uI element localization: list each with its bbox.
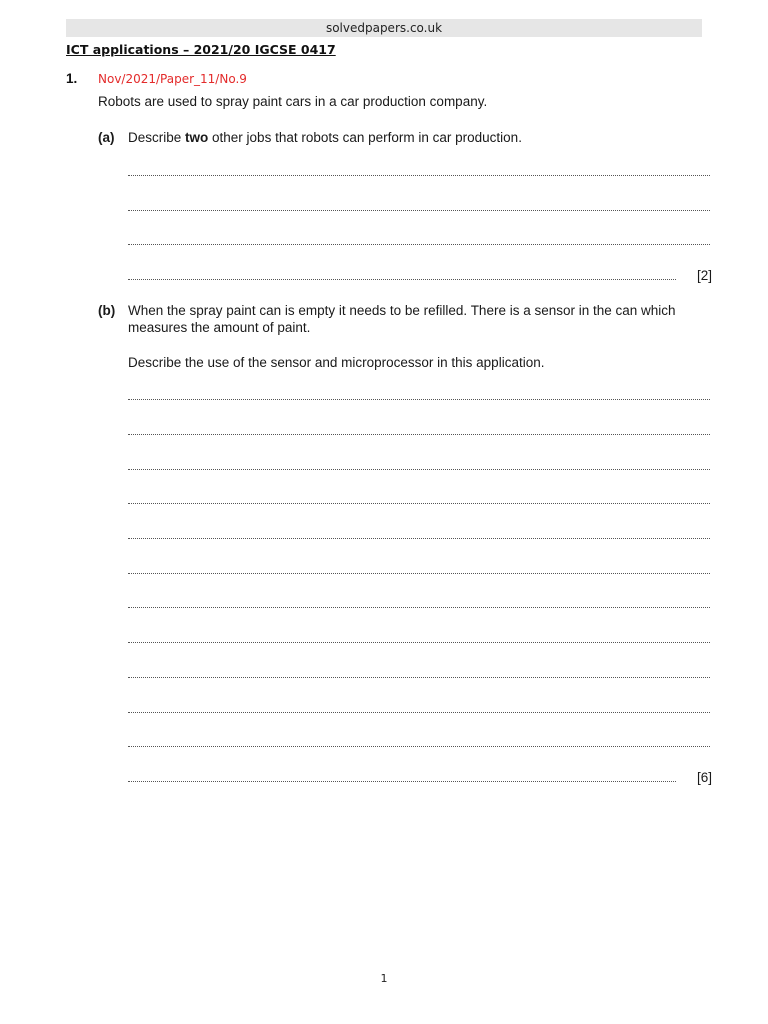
page-number: 1 [380, 972, 388, 985]
question-reference: Nov/2021/Paper_11/No.9 [98, 72, 247, 86]
answer-line[interactable] [128, 746, 710, 747]
part-a-text-bold: two [185, 130, 209, 145]
part-a-marks: [2] [696, 268, 712, 283]
answer-line[interactable] [128, 607, 710, 608]
answer-line[interactable] [128, 434, 710, 435]
part-a-text-before: Describe [128, 130, 186, 145]
part-a-label: (a) [98, 130, 115, 145]
answer-line[interactable] [128, 781, 676, 782]
answer-line[interactable] [128, 503, 710, 504]
answer-line[interactable] [128, 175, 710, 176]
answer-line[interactable] [128, 469, 710, 470]
site-banner: solvedpapers.co.uk [66, 19, 702, 37]
answer-line[interactable] [128, 677, 710, 678]
part-b-label: (b) [98, 303, 116, 318]
question-number: 1. [66, 71, 78, 86]
answer-line[interactable] [128, 538, 710, 539]
answer-line[interactable] [128, 712, 710, 713]
part-b-marks: [6] [696, 770, 712, 785]
answer-line[interactable] [128, 244, 710, 245]
part-b-text: When the spray paint can is empty it needs to be refilled. There is a sensor in the can which measures the amount of paint. [128, 303, 676, 335]
part-a-prompt [128, 130, 714, 147]
answer-line[interactable] [128, 573, 710, 574]
answer-line[interactable] [128, 642, 710, 643]
answer-line[interactable] [128, 399, 710, 400]
part-a-text-after: other jobs that robots can perform in car production. [208, 130, 522, 145]
answer-line[interactable] [128, 279, 676, 280]
part-b-instruction: Describe the use of the sensor and microprocessor in this application. [128, 355, 545, 370]
answer-line[interactable] [128, 210, 710, 211]
document-title: ICT applications – 2021/20 IGCSE 0417 [66, 42, 336, 57]
question-stem: Robots are used to spray paint cars in a car production company. [98, 94, 488, 109]
